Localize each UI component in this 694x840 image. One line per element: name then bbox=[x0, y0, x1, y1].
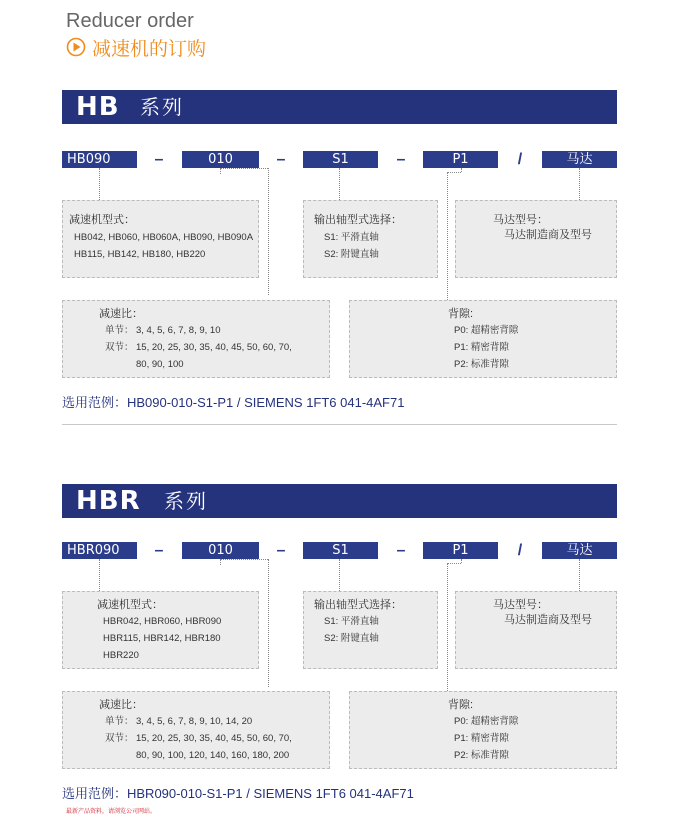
hbr-connector bbox=[447, 563, 461, 564]
hb-code-ratio: 010 bbox=[182, 151, 259, 168]
hbr-code-ratio: 010 bbox=[182, 542, 259, 559]
hb-connector bbox=[461, 168, 462, 172]
hb-connector bbox=[579, 168, 580, 200]
hb-ratio-single-label: 单节： bbox=[105, 325, 134, 336]
hbr-series-band bbox=[62, 484, 617, 518]
hbr-example: 选用范例：HBR090-010-S1-P1 / SIEMENS 1FT6 041-4AF71 bbox=[62, 786, 414, 801]
hb-connector bbox=[339, 168, 340, 200]
hb-sep-3: – bbox=[396, 151, 406, 168]
hb-motor-panel bbox=[455, 200, 617, 278]
hbr-connector bbox=[579, 559, 580, 591]
hbr-ratio-single-label: 单节： bbox=[105, 716, 134, 727]
hb-ratio-title: 减速比： bbox=[99, 308, 143, 320]
hb-backlash-line: P2: 标准背隙 bbox=[454, 359, 509, 370]
hb-code-backlash: P1 bbox=[423, 151, 498, 168]
hbr-shaft-title: 输出轴型式选择： bbox=[314, 599, 402, 611]
arrow-circle-icon bbox=[66, 37, 86, 57]
hbr-ratio-single: 3, 4, 5, 6, 7, 8, 9, 10, 14, 20 bbox=[136, 716, 253, 727]
hb-ratio-double: 15, 20, 25, 30, 35, 40, 45, 50, 60, 70, bbox=[136, 342, 292, 353]
hbr-shaft-line: S2: 附键直轴 bbox=[324, 633, 379, 644]
hbr-ratio-double-label: 双节： bbox=[105, 733, 134, 744]
title-cn: 减速机的订购 bbox=[92, 38, 207, 60]
hb-ratio-panel bbox=[62, 300, 330, 378]
section-divider bbox=[62, 424, 617, 425]
hb-shaft-line: S1: 平滑直轴 bbox=[324, 232, 379, 243]
hb-connector bbox=[99, 168, 100, 200]
hbr-connector bbox=[447, 563, 448, 691]
hb-connector bbox=[268, 168, 269, 295]
hbr-code-motor: 马达 bbox=[542, 542, 617, 559]
hb-ratio-single: 3, 4, 5, 6, 7, 8, 9, 10 bbox=[136, 325, 221, 336]
hbr-connector bbox=[220, 559, 221, 565]
hbr-shaft-line: S1: 平滑直轴 bbox=[324, 616, 379, 627]
hb-band-series: 系列 bbox=[140, 95, 184, 119]
hb-motor-title: 马达型号： bbox=[493, 214, 548, 226]
hb-model-title: 减速机型式： bbox=[69, 214, 135, 226]
hbr-ratio-double: 15, 20, 25, 30, 35, 40, 45, 50, 60, 70, bbox=[136, 733, 292, 744]
hbr-motor-line: 马达制造商及型号 bbox=[504, 614, 592, 626]
hbr-code-shaft: S1 bbox=[303, 542, 378, 559]
hb-model-panel bbox=[62, 200, 259, 278]
hbr-sep-1: – bbox=[154, 542, 164, 559]
hbr-backlash-line: P0: 超精密背隙 bbox=[454, 716, 519, 727]
hbr-motor-title: 马达型号： bbox=[493, 599, 548, 611]
hbr-connector bbox=[99, 559, 100, 591]
hbr-model-panel bbox=[62, 591, 259, 669]
hb-sep-1: – bbox=[154, 151, 164, 168]
hbr-sep-4: / bbox=[517, 542, 523, 559]
hb-backlash-line: P0: 超精密背隙 bbox=[454, 325, 519, 336]
hbr-band-code: HBR bbox=[76, 486, 141, 516]
hb-connector bbox=[220, 168, 221, 174]
hb-motor-line: 马达制造商及型号 bbox=[504, 229, 592, 241]
hbr-ratio-panel bbox=[62, 691, 330, 769]
hb-connector bbox=[447, 172, 461, 173]
hb-series-band bbox=[62, 90, 617, 124]
hb-code-motor: 马达 bbox=[542, 151, 617, 168]
hb-model-line: HB042, HB060, HB060A, HB090, HB090A bbox=[74, 232, 254, 243]
hbr-ratio-double: 80, 90, 100, 120, 140, 160, 180, 200 bbox=[136, 750, 290, 761]
hb-connector bbox=[220, 168, 268, 169]
hbr-motor-panel bbox=[455, 591, 617, 669]
hb-ratio-double-label: 双节： bbox=[105, 342, 134, 353]
hbr-backlash-title: 背隙: bbox=[448, 699, 474, 711]
hbr-connector bbox=[461, 559, 462, 563]
hb-shaft-title: 输出轴型式选择： bbox=[314, 214, 402, 226]
hbr-ratio-title: 减速比： bbox=[99, 699, 143, 711]
hb-code-shaft: S1 bbox=[303, 151, 378, 168]
hbr-backlash-panel bbox=[349, 691, 617, 769]
hbr-connector bbox=[268, 559, 269, 687]
hb-sep-4: / bbox=[517, 151, 523, 168]
hb-band-code: HB bbox=[76, 92, 120, 122]
footnote: 最新产品资料，请浏览公司网站。 bbox=[66, 809, 157, 815]
hb-shaft-panel bbox=[303, 200, 438, 278]
hbr-shaft-panel bbox=[303, 591, 438, 669]
hbr-code-backlash: P1 bbox=[423, 542, 498, 559]
hb-backlash-panel bbox=[349, 300, 617, 378]
hbr-model-title: 减速机型式： bbox=[97, 599, 163, 611]
hbr-sep-2: – bbox=[276, 542, 286, 559]
hb-example: 选用范例：HB090-010-S1-P1 / SIEMENS 1FT6 041-4AF71 bbox=[62, 395, 405, 410]
hb-connector bbox=[447, 172, 448, 300]
hb-ratio-double: 80, 90, 100 bbox=[136, 359, 184, 370]
hb-backlash-line: P1: 精密背隙 bbox=[454, 342, 509, 353]
hbr-backlash-line: P2: 标准背隙 bbox=[454, 750, 509, 761]
title-cn-row bbox=[66, 36, 206, 58]
hbr-backlash-line: P1: 精密背隙 bbox=[454, 733, 509, 744]
hb-model-line: HB115, HB142, HB180, HB220 bbox=[74, 249, 206, 260]
hbr-model-line: HBR115, HBR142, HBR180 bbox=[103, 633, 221, 644]
hbr-band-series: 系列 bbox=[164, 489, 208, 513]
hb-shaft-line: S2: 附键直轴 bbox=[324, 249, 379, 260]
hb-sep-2: – bbox=[276, 151, 286, 168]
title-en: Reducer order bbox=[66, 10, 194, 32]
hbr-connector bbox=[339, 559, 340, 591]
hbr-model-line: HBR220 bbox=[103, 650, 139, 661]
hbr-connector bbox=[220, 559, 268, 560]
hb-backlash-title: 背隙: bbox=[448, 308, 474, 320]
hbr-sep-3: – bbox=[396, 542, 406, 559]
hbr-model-line: HBR042, HBR060, HBR090 bbox=[103, 616, 222, 627]
hbr-code-model: HBR090 bbox=[62, 542, 137, 559]
hb-code-model: HB090 bbox=[62, 151, 137, 168]
